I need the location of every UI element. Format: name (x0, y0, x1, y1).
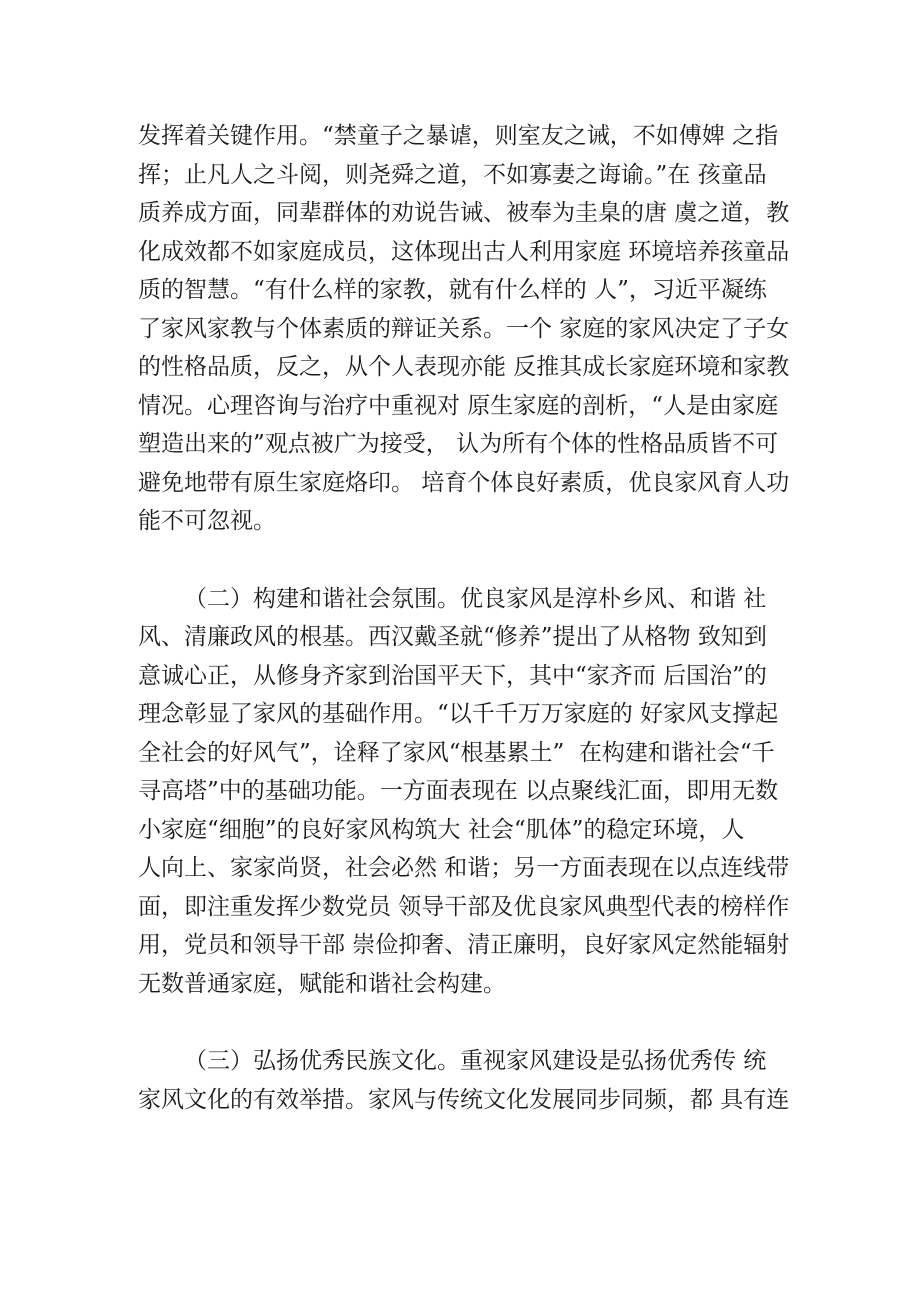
paragraph-spacer (138, 541, 798, 580)
text-line: 的性格品质，反之，从个人表现亦能 反推其成长家庭环境和家教 (138, 354, 790, 380)
text-line-first: （二）构建和谐社会氛围。优良家风是淳朴乡风、和谐 社 (184, 585, 767, 612)
text-line: 意诚心正，从修身齐家到治国平天下，其中“家齐而 后国治”的 (138, 662, 767, 689)
text-line: 了家风家教与个体素质的辩证关系。一个 家庭的家风决定了子女 (138, 315, 790, 342)
text-line-first: （三）弘扬优秀民族文化。重视家风建设是弘扬优秀传 统 (184, 1048, 767, 1074)
text-line: 化成效都不如家庭成员，这体现出古人利用家庭 环境培养孩童品 (138, 238, 790, 265)
text-line: 风、清廉政风的根基。西汉戴圣就“修养”提出了从格物 致知到 (138, 624, 767, 650)
text-line: 面，即注重发挥少数党员 领导干部及优良家风典型代表的榜样作 (138, 893, 790, 920)
text-line: 全社会的好风气”，诠释了家风“根基累土” 在构建和谐社会“千 (138, 739, 775, 766)
paragraph-2 (138, 580, 798, 1004)
text-line: 避免地带有原生家庭烙印。 培育个体良好素质，优良家风育人功 (138, 469, 790, 496)
text-line: 发挥着关键作用。“禁童子之暴谑，则室友之诫，不如傅婢 之指 (138, 123, 779, 149)
text-line: 质养成方面，同辈群体的劝说告诫、被奉为圭臬的唐 虞之道，教 (138, 200, 790, 226)
paragraph-1 (138, 117, 798, 541)
text-line: 用，党员和领导干部 崇俭抑奢、清正廉明，良好家风定然能辐射 (138, 932, 790, 958)
text-line: 塑造出来的”观点被广为接受， 认为所有个体的性格品质皆不可 (138, 431, 779, 457)
text-line: 小家庭“细胞”的良好家风构筑大 社会“肌体”的稳定环境，人 (138, 816, 745, 843)
text-line: 家风文化的有效举措。家风与传统文化发展同步同频，都 具有连 (138, 1086, 790, 1113)
text-line: 理念彰显了家风的基础作用。“以千千万万家庭的 好家风支撑起 (138, 701, 779, 727)
text-line: 挥；止凡人之斗阅，则尧舜之道，不如寡妻之诲谕。”在 孩童品 (138, 161, 767, 188)
paragraph-3 (138, 1042, 798, 1119)
text-line: 人向上、家家尚贤，社会必然 和谐；另一方面表现在以点连线带 (138, 855, 790, 881)
text-line: 能不可忽视。 (138, 508, 276, 534)
paragraph-spacer (138, 1003, 798, 1042)
document-body (138, 117, 798, 1119)
text-line: 情况。心理咨询与治疗中重视对 原生家庭的剖析，“人是由家庭 (138, 392, 779, 419)
text-line: 寻高塔”中的基础功能。一方面表现在 以点聚线汇面，即用无数 (138, 778, 779, 804)
text-line: 质的智慧。“有什么样的家教，就有什么样的 人”，习近平凝练 (138, 277, 767, 303)
text-line: 无数普通家庭，赋能和谐社会构建。 (138, 970, 506, 997)
